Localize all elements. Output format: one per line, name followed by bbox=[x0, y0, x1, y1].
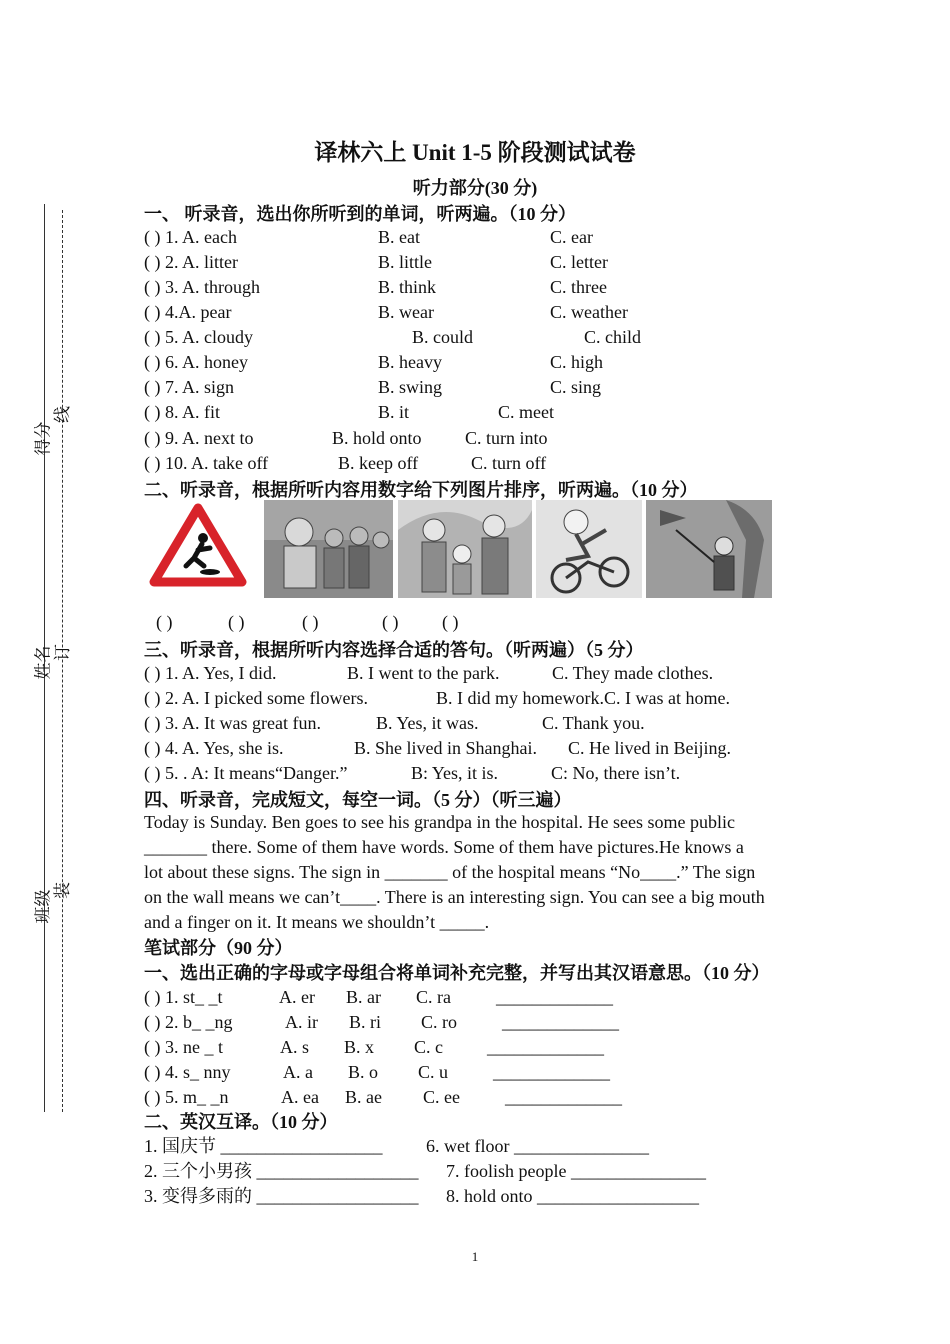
picture-blank-5: ( ) bbox=[442, 612, 459, 632]
question-option-b: B. keep off bbox=[338, 453, 419, 473]
spelling-option-b: B. ar bbox=[346, 987, 381, 1007]
translation-right: 7. foolish people _______________ bbox=[446, 1161, 706, 1181]
spelling-option-a: A. ir bbox=[285, 1012, 318, 1032]
section4-heading: 四、听录音，完成短文，每空一词。（5 分）（听三遍） bbox=[144, 790, 572, 810]
question-option-a: ( ) 8. A. fit bbox=[144, 402, 220, 422]
passage-line-2: _______ there. Some of them have words. Some of them have pictures.He knows a bbox=[144, 837, 744, 857]
crowd-picture bbox=[264, 500, 393, 598]
spelling-question: ( ) 4. s_ nny bbox=[144, 1062, 231, 1082]
passage-line-5: and a finger on it. It means we shouldn’t _____. bbox=[144, 912, 490, 932]
spelling-option-b: B. x bbox=[344, 1037, 375, 1057]
bike-fall-picture bbox=[536, 500, 642, 598]
question-option-c: C. child bbox=[584, 327, 641, 347]
kite-tree-picture bbox=[646, 500, 772, 598]
question-option-b: B. hold onto bbox=[332, 428, 422, 448]
sidebar-zhuang-label: 装 bbox=[53, 882, 72, 899]
passage-line-1: Today is Sunday. Ben goes to see his grandpa in the hospital. He sees some public bbox=[144, 812, 735, 832]
question-option-a: ( ) 7. A. sign bbox=[144, 377, 234, 397]
section1-heading: 一、 听录音，选出你所听到的单词，听两遍。（10 分） bbox=[144, 204, 576, 224]
spelling-option-c: C. ro bbox=[421, 1012, 457, 1032]
translation-right: 8. hold onto __________________ bbox=[446, 1186, 700, 1206]
translation-left: 1. 国庆节 __________________ bbox=[144, 1136, 383, 1156]
passage-line-4: on the wall means we can’t____. There is an interesting sign. You can see a big mouth bbox=[144, 887, 765, 907]
question-option-b: B. swing bbox=[378, 377, 443, 397]
question-option-c: C. three bbox=[550, 277, 607, 297]
meaning-blank: _____________ bbox=[502, 1012, 619, 1032]
spelling-option-a: A. er bbox=[279, 987, 315, 1007]
spelling-option-b: B. ae bbox=[345, 1087, 382, 1107]
response-option-c: C: No, there isn’t. bbox=[551, 763, 681, 783]
sidebar-line-label: 线 bbox=[53, 406, 72, 423]
spelling-option-a: A. s bbox=[280, 1037, 310, 1057]
question-option-b: B. wear bbox=[378, 302, 434, 322]
question-option-b: B. eat bbox=[378, 227, 420, 247]
question-option-c: C. meet bbox=[498, 402, 554, 422]
response-option-b: B. I went to the park. bbox=[347, 663, 500, 683]
question-option-a: ( ) 2. A. litter bbox=[144, 252, 238, 272]
meaning-blank: _____________ bbox=[493, 1062, 610, 1082]
question-option-c: C. ear bbox=[550, 227, 593, 247]
warning-sign-icon bbox=[148, 500, 248, 598]
question-option-c: C. high bbox=[550, 352, 604, 372]
response-option-a: ( ) 1. A. Yes, I did. bbox=[144, 663, 277, 683]
section5-heading: 一、选出正确的字母或字母组合将单词补充完整，并写出其汉语意思。（10 分） bbox=[144, 963, 770, 983]
question-option-a: ( ) 9. A. next to bbox=[144, 428, 254, 448]
spelling-question: ( ) 1. st_ _t bbox=[144, 987, 223, 1007]
passage-line-3: lot about these signs. The sign in _______ of the hospital means “No____.” The sign bbox=[144, 862, 756, 882]
sidebar-ding-label: 订 bbox=[53, 644, 72, 661]
section2-heading: 二、听录音，根据所听内容用数字给下列图片排序，听两遍。（10 分） bbox=[144, 480, 698, 500]
question-option-c: C. sing bbox=[550, 377, 602, 397]
picture-blank-1: ( ) bbox=[156, 612, 173, 632]
listening-header: 听力部分(30 分) bbox=[412, 178, 538, 198]
sidebar-dashed-line bbox=[62, 210, 63, 1112]
response-option-c: C. They made clothes. bbox=[552, 663, 714, 683]
meaning-blank: _____________ bbox=[505, 1087, 622, 1107]
question-option-c: C. turn off bbox=[471, 453, 547, 473]
spelling-option-c: C. ee bbox=[423, 1087, 460, 1107]
spelling-option-c: C. c bbox=[414, 1037, 443, 1057]
spelling-option-c: C. ra bbox=[416, 987, 451, 1007]
passage bbox=[144, 810, 814, 935]
spelling-option-b: B. ri bbox=[349, 1012, 382, 1032]
family-picture bbox=[398, 500, 532, 598]
question-option-a: ( ) 1. A. each bbox=[144, 227, 237, 247]
question-option-b: B. heavy bbox=[378, 352, 442, 372]
section3-heading: 三、听录音，根据所听内容选择合适的答句。（听两遍）（5 分） bbox=[144, 640, 644, 660]
page-number: 1 bbox=[471, 1249, 479, 1264]
translation-left: 2. 三个小男孩 __________________ bbox=[144, 1161, 419, 1181]
spelling-question: ( ) 3. ne _ t bbox=[144, 1037, 223, 1057]
question-option-a: ( ) 3. A. through bbox=[144, 277, 260, 297]
question-option-b: B. could bbox=[412, 327, 473, 347]
picture-blank-4: ( ) bbox=[382, 612, 399, 632]
response-option-a: ( ) 2. A. I picked some flowers. bbox=[144, 688, 368, 708]
picture-blank-2: ( ) bbox=[228, 612, 245, 632]
spelling-question: ( ) 5. m_ _n bbox=[144, 1087, 229, 1107]
translation-right: 6. wet floor _______________ bbox=[426, 1136, 649, 1156]
response-option-c: C. He lived in Beijing. bbox=[568, 738, 731, 758]
response-option-a: ( ) 4. A. Yes, she is. bbox=[144, 738, 284, 758]
question-option-b: B. think bbox=[378, 277, 437, 297]
written-header: 笔试部分（90 分） bbox=[144, 938, 293, 958]
spelling-option-a: A. ea bbox=[281, 1087, 319, 1107]
question-option-a: ( ) 10. A. take off bbox=[144, 453, 269, 473]
spelling-option-a: A. a bbox=[283, 1062, 313, 1082]
meaning-blank: _____________ bbox=[496, 987, 613, 1007]
question-option-c: C. turn into bbox=[465, 428, 548, 448]
meaning-blank: _____________ bbox=[487, 1037, 604, 1057]
spelling-option-c: C. u bbox=[418, 1062, 449, 1082]
sidebar-class-label: 班级 bbox=[33, 889, 53, 924]
response-option-b: B. Yes, it was. bbox=[376, 713, 479, 733]
response-option-c: C. I was at home. bbox=[604, 688, 730, 708]
question-option-a: ( ) 5. A. cloudy bbox=[144, 327, 253, 347]
response-option-b: B. She lived in Shanghai. bbox=[354, 738, 537, 758]
question-option-c: C. weather bbox=[550, 302, 628, 322]
sidebar-score-label: 得分 bbox=[33, 421, 53, 456]
translation-left: 3. 变得多雨的 __________________ bbox=[144, 1186, 419, 1206]
spelling-question: ( ) 2. b_ _ng bbox=[144, 1012, 233, 1032]
sidebar-name-label: 姓名 bbox=[33, 645, 53, 680]
question-option-c: C. letter bbox=[550, 252, 608, 272]
question-option-a: ( ) 4.A. pear bbox=[144, 302, 232, 322]
section6-heading: 二、英汉互译。（10 分） bbox=[144, 1112, 338, 1132]
question-option-b: B. it bbox=[378, 402, 410, 422]
response-option-c: C. Thank you. bbox=[542, 713, 645, 733]
response-option-a: ( ) 3. A. It was great fun. bbox=[144, 713, 321, 733]
question-option-b: B. little bbox=[378, 252, 432, 272]
spelling-option-b: B. o bbox=[348, 1062, 379, 1082]
question-option-a: ( ) 6. A. honey bbox=[144, 352, 248, 372]
response-option-a: ( ) 5. . A: It means“Danger.” bbox=[144, 763, 348, 783]
picture-blank-3: ( ) bbox=[302, 612, 319, 632]
response-option-b: B. I did my homework. bbox=[436, 688, 604, 708]
page-title: 译林六上 Unit 1-5 阶段测试试卷 bbox=[314, 140, 636, 165]
response-option-b: B: Yes, it is. bbox=[411, 763, 499, 783]
